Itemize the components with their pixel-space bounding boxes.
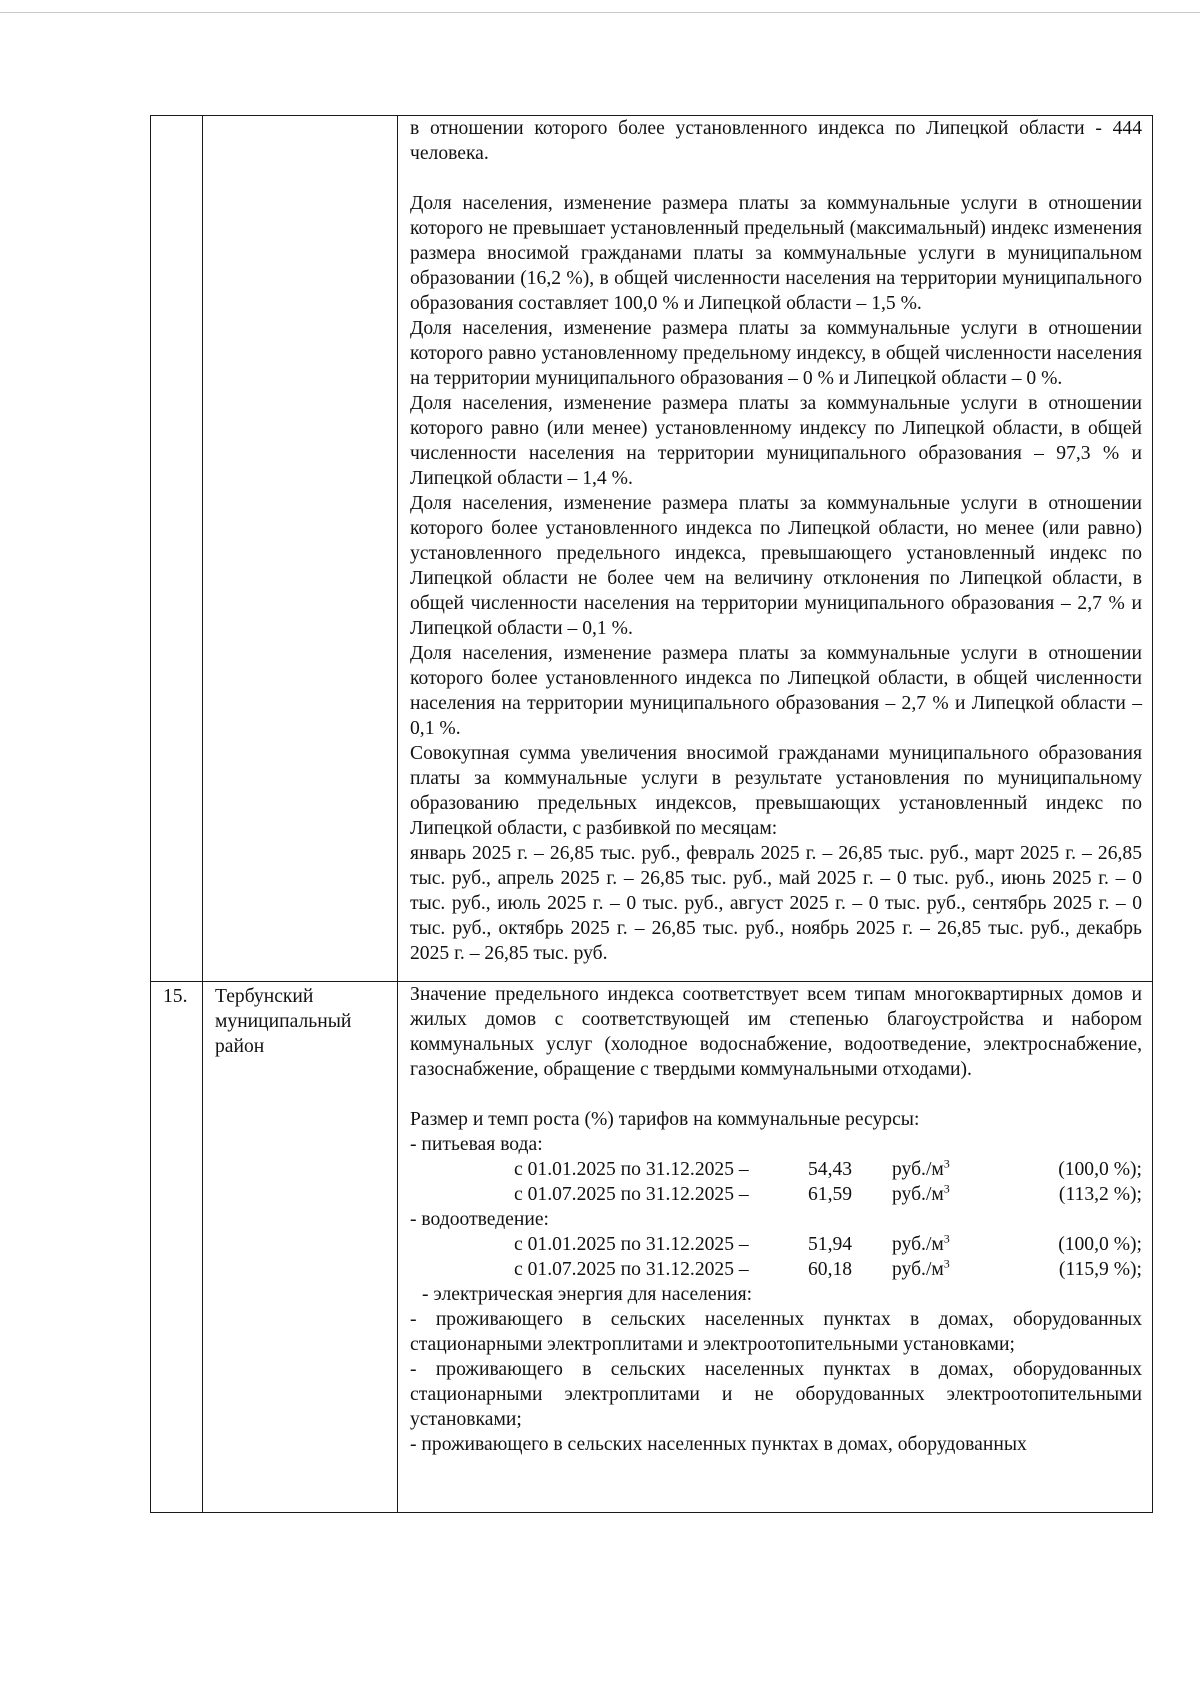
electricity-label: - электрическая энергия для населения: [422, 1284, 753, 1305]
cell-number-empty [151, 116, 203, 982]
electricity-item: - проживающего в сельских населенных пунктах в домах, оборудованных [410, 1434, 1027, 1455]
electricity-item: - проживающего в сельских населенных пунктах в домах, оборудованных стационарными электроплитами и не оборудованных электроотопительными установками; [410, 1359, 1142, 1430]
tariff-growth: (113,2 %); [1058, 1184, 1142, 1205]
cell-number [151, 982, 203, 1513]
tariff-unit: $руб./м^3$ [892, 1181, 950, 1205]
tariff-row-sewer-1 [410, 1232, 1142, 1257]
tariff-growth: (115,9 %); [1058, 1259, 1142, 1280]
tariff-growth: (100,0 %); [1058, 1159, 1142, 1180]
tariff-growth: (100,0 %); [1058, 1234, 1142, 1255]
sewer-label: - водоотведение: [410, 1209, 549, 1230]
tariff-value: 60,18 [808, 1259, 853, 1280]
tariff-unit: $руб./м^3$ [892, 1231, 950, 1255]
content-15 [398, 982, 1152, 1457]
paragraph: Доля населения, изменение размера платы за коммунальные услуги в отношении которого равно (или менее) установленному индексу по Липецкой области, в общей численности населения на территории муниципального образования – 97,3 % и Липецкой области – 1,4 %. [410, 393, 1142, 489]
paragraph: Доля населения, изменение размера платы за коммунальные услуги в отношении которого более установленного индекса по Липецкой области, в общей численности населения на территории муниципального образования – 2,7 % и Липецкой области – 0,1 %. [410, 643, 1142, 739]
tariff-period: с 01.07.2025 по 31.12.2025 – [514, 1259, 749, 1280]
district-name: Тербунский муниципальный район [215, 986, 352, 1057]
tariff-value: 54,43 [808, 1159, 853, 1180]
intro-paragraph: Значение предельного индекса соответствует всем типам многоквартирных домов и жилых домов с соответствующей им степенью благоустройства и набором коммунальных услуг (холодное водоснабжение, водоотведение, электроснабжение, газоснабжение, обращение с твердыми коммунальными отходами). [410, 984, 1142, 1080]
tariff-row-sewer-2 [410, 1257, 1142, 1282]
tariff-row-water-2 [410, 1182, 1142, 1207]
row-number: 15. [163, 986, 188, 1007]
paragraph: Совокупная сумма увеличения вносимой гражданами муниципального образования платы за коммунальные услуги в результате установления по муниципальному образованию предельных индексов, превышающих установленный индекс по Липецкой области, с разбивкой по месяцам: [410, 743, 1142, 839]
paragraph-gap [410, 166, 1142, 191]
table-row-15 [151, 982, 1153, 1513]
paragraph: Доля населения, изменение размера платы за коммунальные услуги в отношении которого равно установленному предельному индексу, в общей численности населения на территории муниципального образования – 0 % и Липецкой области – 0 %. [410, 318, 1142, 389]
tariff-row-water-1 [410, 1157, 1142, 1182]
tariff-table [150, 115, 1153, 1513]
tariff-period: с 01.01.2025 по 31.12.2025 – [514, 1159, 749, 1180]
tariff-period: с 01.07.2025 по 31.12.2025 – [514, 1184, 749, 1205]
monthly-breakdown: январь 2025 г. – 26,85 тыс. руб., февраль 2025 г. – 26,85 тыс. руб., март 2025 г. – 26,85 тыс. руб., апрель 2025 г. – 26,85 тыс. руб., май 2025 г. – 0 тыс. руб., июнь 2025 г. – 0 тыс. руб., июль 2025 г. – 0 тыс. руб., август 2025 г. – 0 тыс. руб., сентябрь 2025 г. – 0 тыс. руб., октябрь 2025 г. – 26,85 тыс. руб., ноябрь 2025 г. – 26,85 тыс. руб., декабрь 2025 г. – 26,85 тыс. руб. [410, 843, 1142, 964]
tariff-period: с 01.01.2025 по 31.12.2025 – [514, 1234, 749, 1255]
tariffs-heading: Размер и темп роста (%) тарифов на коммунальные ресурсы: [410, 1109, 920, 1130]
table-row-previous [151, 116, 1153, 982]
paragraph-gap [410, 1082, 1142, 1107]
tariff-unit: $руб./м^3$ [892, 1256, 950, 1280]
cell-content-previous [398, 116, 1153, 982]
water-label: - питьевая вода: [410, 1134, 543, 1155]
content-previous [398, 116, 1152, 966]
cell-name-empty [203, 116, 398, 982]
tariff-value: 51,94 [808, 1234, 853, 1255]
tariff-unit: $руб./м^3$ [892, 1156, 950, 1180]
tariff-value: 61,59 [808, 1184, 853, 1205]
electricity-item: - проживающего в сельских населенных пунктах в домах, оборудованных стационарными электроплитами и электроотопительными установками; [410, 1309, 1142, 1355]
page-top-edge [0, 12, 1200, 13]
paragraph: Доля населения, изменение размера платы за коммунальные услуги в отношении которого не превышает установленный предельный (максимальный) индекс изменения размера вносимой гражданами платы за коммунальные услуги в муниципальном образовании (16,2 %), в общей численности населения на территории муниципального образования составляет 100,0 % и Липецкой области – 1,5 %. [410, 193, 1142, 314]
paragraph: Доля населения, изменение размера платы за коммунальные услуги в отношении которого более установленного индекса по Липецкой области, но менее (или равно) установленного предельного индекса, превышающего установленный индекс по Липецкой области не более чем на величину отклонения по Липецкой области, в общей численности населения на территории муниципального образования – 2,7 % и Липецкой области – 0,1 %. [410, 493, 1142, 639]
cell-content-15 [398, 982, 1153, 1513]
paragraph: в отношении которого более установленного индекса по Липецкой области - 444 человека. [410, 118, 1142, 164]
cell-name [203, 982, 398, 1513]
